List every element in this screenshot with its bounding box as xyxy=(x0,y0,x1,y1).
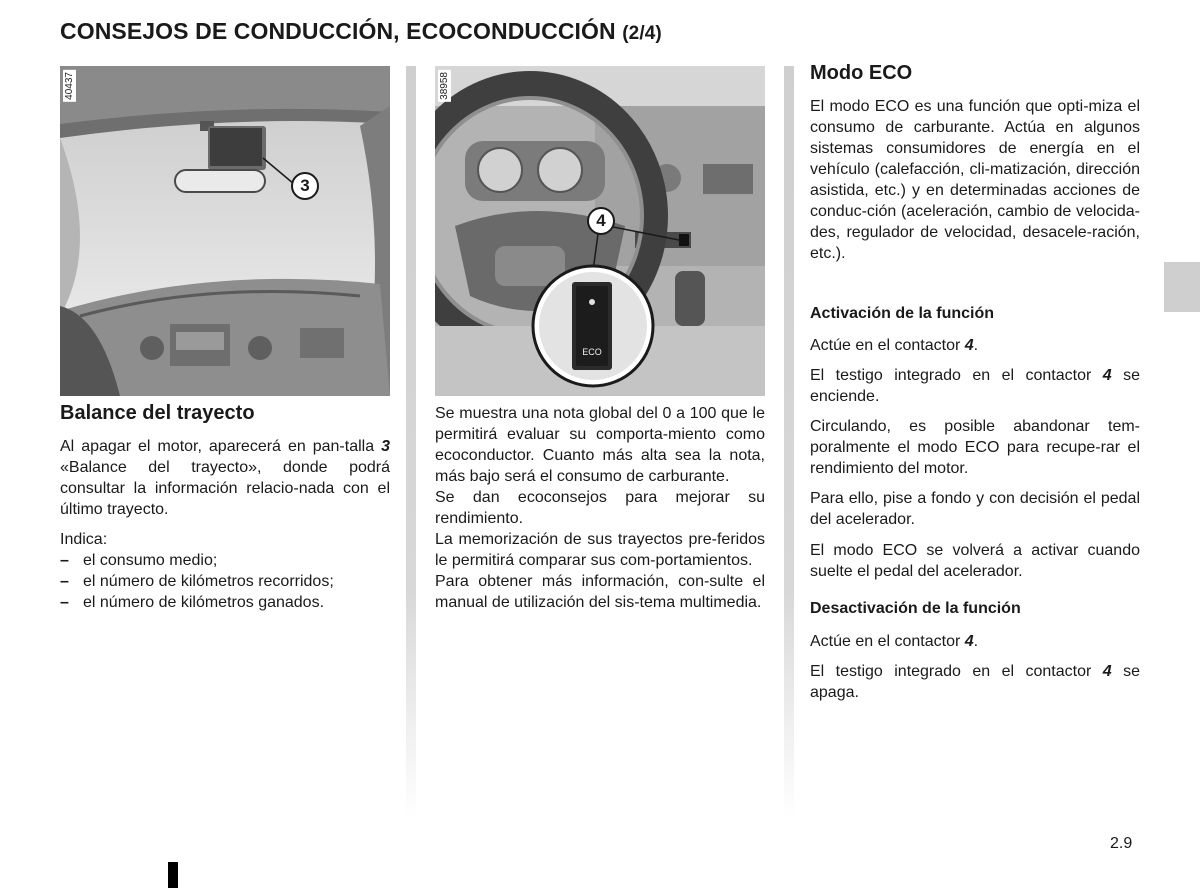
col2-paragraph: La memorización de sus trayectos pre-feridos le permitirá comparar sus com-portamientos. xyxy=(435,531,765,569)
figure-interior-screen xyxy=(60,66,390,396)
text-span: Actúe en el contactor xyxy=(810,633,965,650)
text-span: El testigo integrado en el contactor xyxy=(810,663,1103,680)
ref-number: 4 xyxy=(1102,367,1112,384)
col3-act-p4: Para ello, pise a fondo y con decisión el pedal del acelerador. xyxy=(810,490,1140,528)
col3-act-p3: Circulando, es posible abandonar tem-poralmente el modo ECO para recupe-rar el rendimiento del motor. xyxy=(810,418,1140,477)
eco-switch-label: ECO xyxy=(582,347,602,357)
col2-paragraph: Para obtener más información, con-sulte el manual de utilización del sis-tema multimedia. xyxy=(435,573,765,611)
col3-deact-p2 xyxy=(810,661,1140,703)
col2-paragraph: Se dan ecoconsejos para mejorar su rendimiento. xyxy=(435,489,765,527)
text-span: se apaga. xyxy=(810,663,1141,701)
heading-balance-trayecto: Balance del trayecto xyxy=(60,402,255,424)
col1-paragraph xyxy=(60,436,390,520)
col2-paragraph: Se muestra una nota global del 0 a 100 que le permitirá evaluar su comporta-miento como ecoconductor. Cuanto más alta sea la nota, más bajo será el consumo de carburante. xyxy=(435,405,765,485)
col3-deact-p1 xyxy=(810,631,1140,652)
text-span: se enciende. xyxy=(810,367,1141,405)
col1-list xyxy=(60,550,390,613)
text-span: «Balance del trayecto», donde podrá consultar la información relacio-nada con el último trayecto. xyxy=(60,459,390,518)
ref-number: 3 xyxy=(381,438,390,455)
list-item: – el consumo medio; xyxy=(60,550,390,571)
column-divider-left xyxy=(406,66,416,818)
list-item: – el número de kilómetros recorridos; xyxy=(60,571,390,592)
column-divider-right xyxy=(784,66,794,818)
col3-act-p1 xyxy=(810,335,1140,356)
heading-activacion: Activación de la función xyxy=(810,305,995,322)
page-title-part: (2/4) xyxy=(622,23,662,44)
page-title xyxy=(60,18,662,45)
text-span: . xyxy=(973,337,979,354)
ref-number: 4 xyxy=(1102,663,1112,680)
col3-act-p2 xyxy=(810,365,1140,407)
col1-indica: Indica: xyxy=(60,531,108,548)
section-tab xyxy=(1164,262,1200,312)
text-span: El testigo integrado en el contactor xyxy=(810,367,1103,384)
list-item: – el número de kilómetros ganados. xyxy=(60,592,390,613)
heading-modo-eco: Modo ECO xyxy=(810,62,913,84)
text-span: Al apagar el motor, aparecerá en pan-talla xyxy=(60,438,382,455)
ref-number: 4 xyxy=(964,633,974,650)
callout-4: 4 xyxy=(587,207,615,235)
text-span: Actúe en el contactor xyxy=(810,337,965,354)
col3-act-p5: El modo ECO se volverá a activar cuando suelte el pedal del acelerador. xyxy=(810,542,1140,580)
page-number: 2.9 xyxy=(1110,835,1133,852)
page-title-text: CONSEJOS DE CONDUCCIÓN, ECOCONDUCCIÓN xyxy=(60,18,616,44)
dashboard-illustration xyxy=(60,66,390,396)
figure-eco-switch xyxy=(435,66,765,396)
crop-mark xyxy=(168,862,178,888)
text-span: . xyxy=(973,633,979,650)
heading-desactivacion: Desactivación de la función xyxy=(810,600,1021,617)
figure-code: 38958 xyxy=(439,72,450,100)
ref-number: 4 xyxy=(964,337,974,354)
figure-code: 40437 xyxy=(64,72,75,100)
col2-text xyxy=(435,403,765,613)
col3-intro: El modo ECO es una función que opti-miza el consumo de carburante. Actúa en algunos sistemas consumidores de energía en el vehículo (calefacción, cli-matización, dirección asistida, etc.) y en determinadas acciones de conduc-ción (aceleración, cambio de velocida-des, regulador de velocidad, desacele-ración, etc.). xyxy=(810,98,1140,262)
callout-3: 3 xyxy=(291,172,319,200)
